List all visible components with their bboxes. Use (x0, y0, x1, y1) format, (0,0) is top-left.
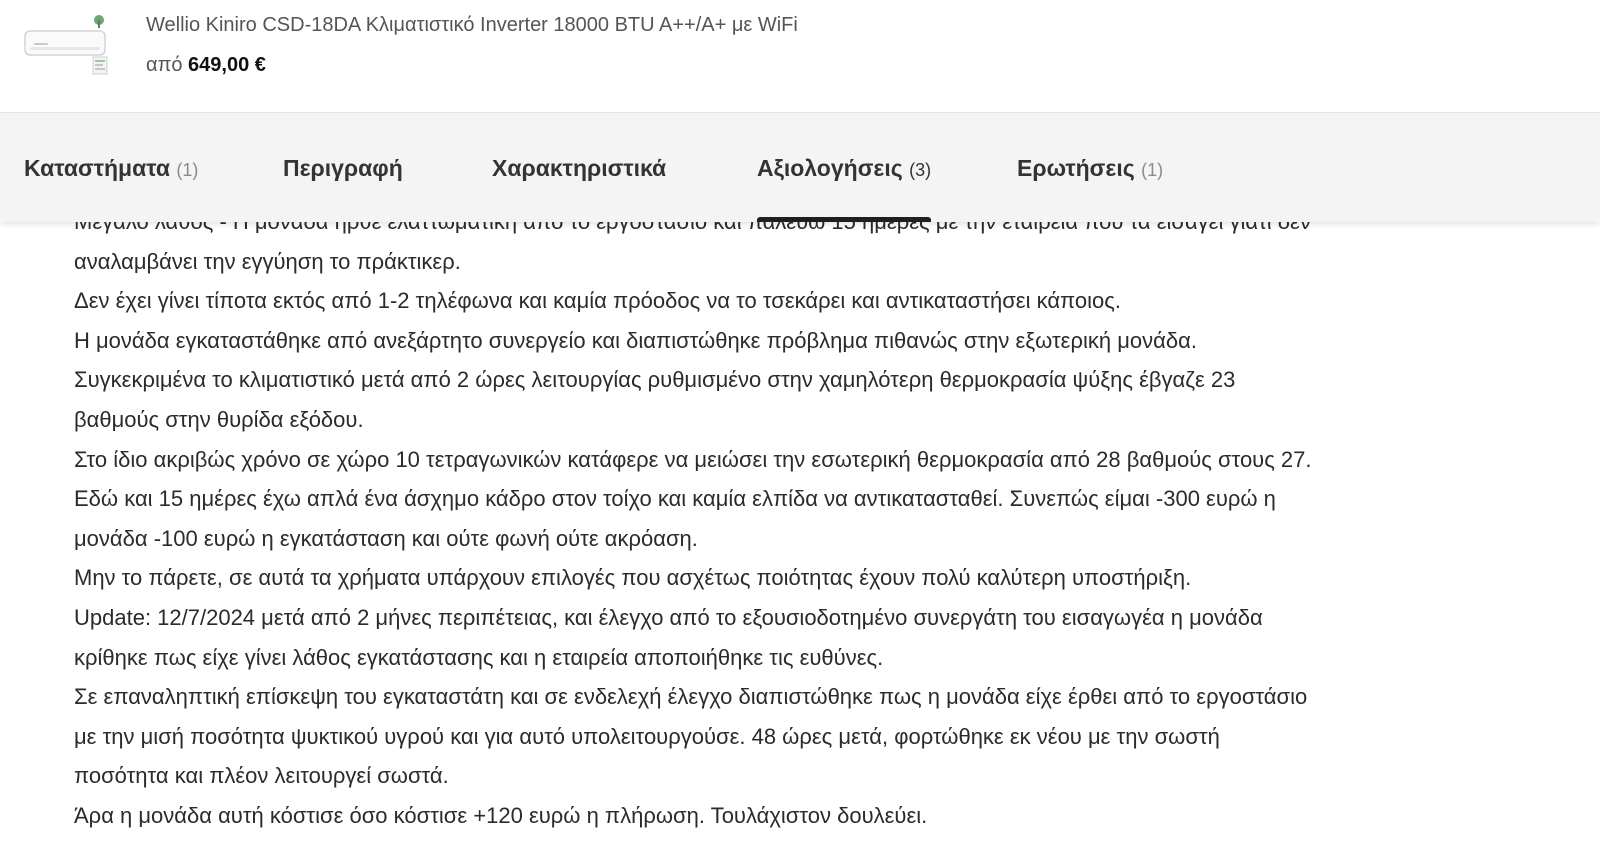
tab-label: Περιγραφή (283, 155, 403, 181)
review-body (74, 202, 1564, 836)
review-line: βαθμούς στην θυρίδα εξόδου. (74, 406, 364, 432)
tab-description[interactable] (283, 155, 403, 222)
review-line: Update: 12/7/2024 μετά από 2 μήνες περιπέτειας, και έλεγχο από το εξουσιοδοτημένο συνεργάτη του εισαγωγέα η μονάδα (74, 604, 1263, 630)
review-line: με την μισή ποσότητα ψυκτικού υγρού και για αυτό υπολειτουργούσε. 48 ώρες μετά, φορτώθηκε εκ νέου με την σωστή (74, 723, 1220, 749)
air-conditioner-thumbnail-icon[interactable] (22, 14, 114, 76)
review-line: Άρα η μονάδα αυτή κόστισε όσο κόστισε +120 ευρώ η πλήρωση. Τουλάχιστον δουλεύει. (74, 802, 928, 828)
review-line: Η μονάδα εγκαταστάθηκε από ανεξάρτητο συνεργείο και διαπιστώθηκε πρόβλημα πιθανώς στην εξωτερική μονάδα. (74, 327, 1197, 353)
price-prefix: από (146, 54, 183, 76)
price-amount: 649,00 € (188, 54, 266, 76)
tab-count: (3) (909, 160, 932, 180)
tab-count: (1) (176, 160, 199, 180)
tab-stores[interactable] (24, 155, 198, 222)
review-line: Σε επαναληπτική επίσκεψη του εγκαταστάτη και σε ενδελεχή έλεγχο διαπιστώθηκε πως η μονάδα είχε έρθει από το εργοστάσιο (74, 684, 1308, 710)
tab-count: (1) (1141, 160, 1164, 180)
review-line: Στο ίδιο ακριβώς χρόνο σε χώρο 10 τετραγωνικών κατάφερε να μειώσει την εσωτερική θερμοκρασία από 28 βαθμούς στους 27. (74, 446, 1312, 472)
product-header (0, 0, 1600, 113)
tab-questions[interactable] (1017, 155, 1163, 222)
review-line: ποσότητα και πλέον λειτουργεί σωστά. (74, 763, 449, 789)
product-price (146, 54, 266, 77)
tab-label: Ερωτήσεις (1017, 155, 1135, 181)
tab-reviews[interactable] (757, 155, 931, 222)
product-tabs (0, 112, 1600, 222)
review-line: μονάδα -100 ευρώ η εγκατάσταση και ούτε φωνή ούτε ακρόαση. (74, 525, 698, 551)
tab-label: Καταστήματα (24, 155, 171, 181)
review-line: Δεν έχει γίνει τίποτα εκτός από 1-2 τηλέφωνα και καμία πρόοδος να το τσεκάρει και αντικαταστήσει κάποιος. (74, 288, 1121, 314)
review-line: Εδώ και 15 ημέρες έχω απλά ένα άσχημο κάδρο στον τοίχο και καμία ελπίδα να αντικατασταθεί. Συνεπώς είμαι -300 ευρώ η (74, 486, 1276, 512)
product-title[interactable]: Wellio Kiniro CSD-18DA Κλιματιστικό Inverter 18000 BTU A++/A+ με WiFi (146, 14, 798, 36)
review-line: Συγκεκριμένα το κλιματιστικό μετά από 2 ώρες λειτουργίας ρυθμισμένο στην χαμηλότερη θερμοκρασία ψύξης έβγαζε 23 (74, 367, 1236, 393)
tab-label: Αξιολογήσεις (757, 155, 903, 181)
tab-specifications[interactable] (492, 155, 666, 222)
review-line: κρίθηκε πως είχε γίνει λάθος εγκατάστασης και η εταιρεία αποποιήθηκε τις ευθύνες. (74, 644, 884, 670)
review-line: Μην το πάρετε, σε αυτά τα χρήματα υπάρχουν επιλογές που ασχέτως ποιότητας έχουν πολύ καλύτερη υποστήριξη. (74, 565, 1192, 591)
tab-label: Χαρακτηριστικά (492, 155, 667, 181)
review-line: αναλαμβάνει την εγγύηση το πράκτικερ. (74, 248, 461, 274)
